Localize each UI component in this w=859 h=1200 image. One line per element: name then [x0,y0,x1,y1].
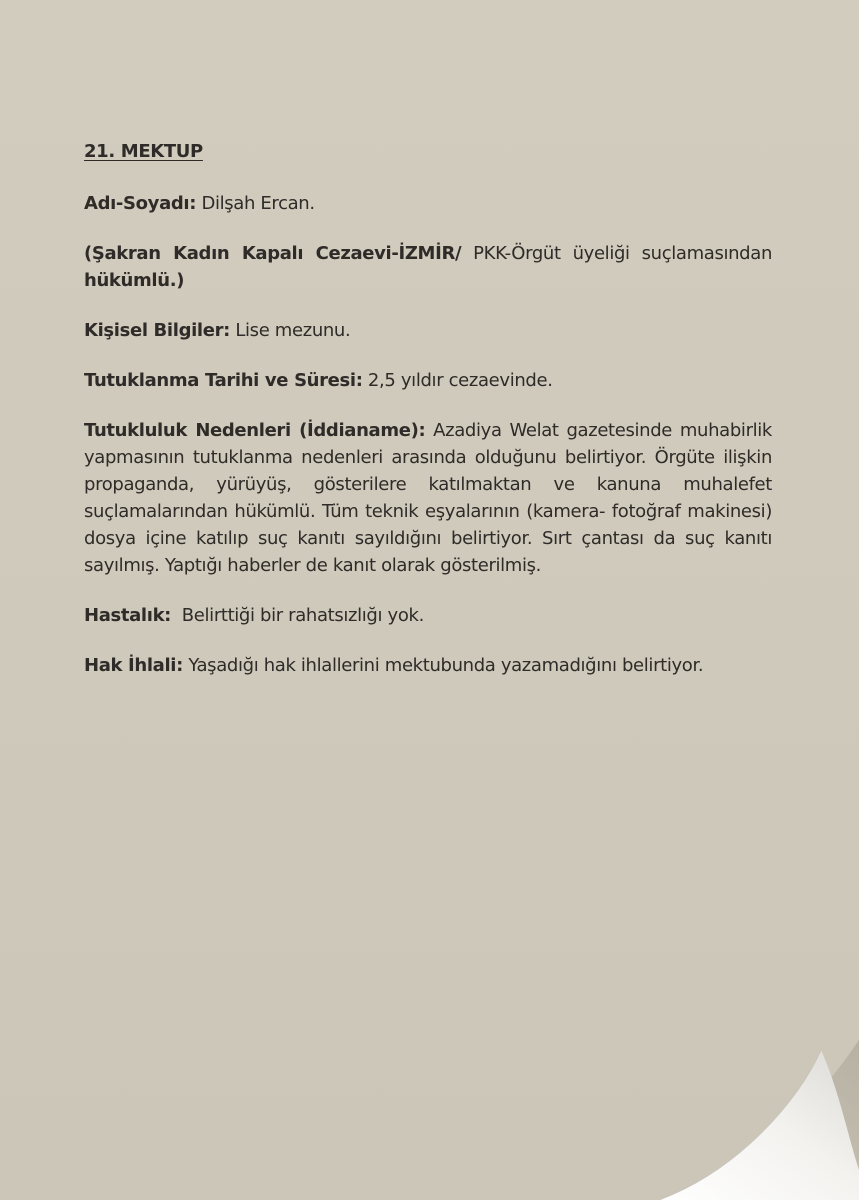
detention-reasons-field [84,417,772,579]
prison-field [84,240,772,294]
page-curl-decoration [599,980,859,1200]
name-field [84,190,772,217]
illness-label: Hastalık: [84,605,172,626]
arrest-date-field [84,367,772,394]
name-label: Adı-Soyadı: [84,193,197,214]
personal-info-value: Lise mezunu. [229,320,351,341]
arrest-date-value: 2,5 yıldır cezaevinde. [362,370,553,391]
rights-violation-field [84,652,772,679]
letter-content [84,137,772,702]
illness-field [84,602,772,629]
prison-status: hükümlü.) [84,270,185,291]
arrest-date-label: Tutuklanma Tarihi ve Süresi: [84,370,363,391]
personal-info-label: Kişisel Bilgiler: [84,320,230,341]
rights-violation-value: Yaşadığı hak ihlallerini mektubunda yazamadığını belirtiyor. [182,655,704,676]
prison-name: (Şakran Kadın Kapalı Cezaevi-İZMİR/ [84,243,462,264]
name-value: Dilşah Ercan. [196,193,315,214]
personal-info-field [84,317,772,344]
detention-reasons-label: Tutukluluk Nedenleri (İddianame): [84,420,426,441]
detention-reasons-value: Azadiya Welat gazetesinde muhabirlik yapmasının tutuklanma nedenleri arasında olduğunu belirtiyor. Örgüte ilişkin propaganda, yürüyüş, gösterilere katılmaktan ve kanuna muhalefet suçlamalarından hükümlü. Tüm teknik eşyalarının (kamera- fotoğraf makinesi) dosya içine katılıp suç kanıtı sayıldığını belirtiyor. Sırt çantası da suç kanıtı sayılmış. Yaptığı haberler de kanıt olarak gösterilmiş. [84,420,772,576]
letter-heading: 21. MEKTUP [84,141,203,162]
prison-charge: PKK-Örgüt üyeliği suçlamasından [461,243,772,264]
rights-violation-label: Hak İhlali: [84,655,183,676]
illness-value: Belirttiği bir rahatsızlığı yok. [171,605,424,626]
